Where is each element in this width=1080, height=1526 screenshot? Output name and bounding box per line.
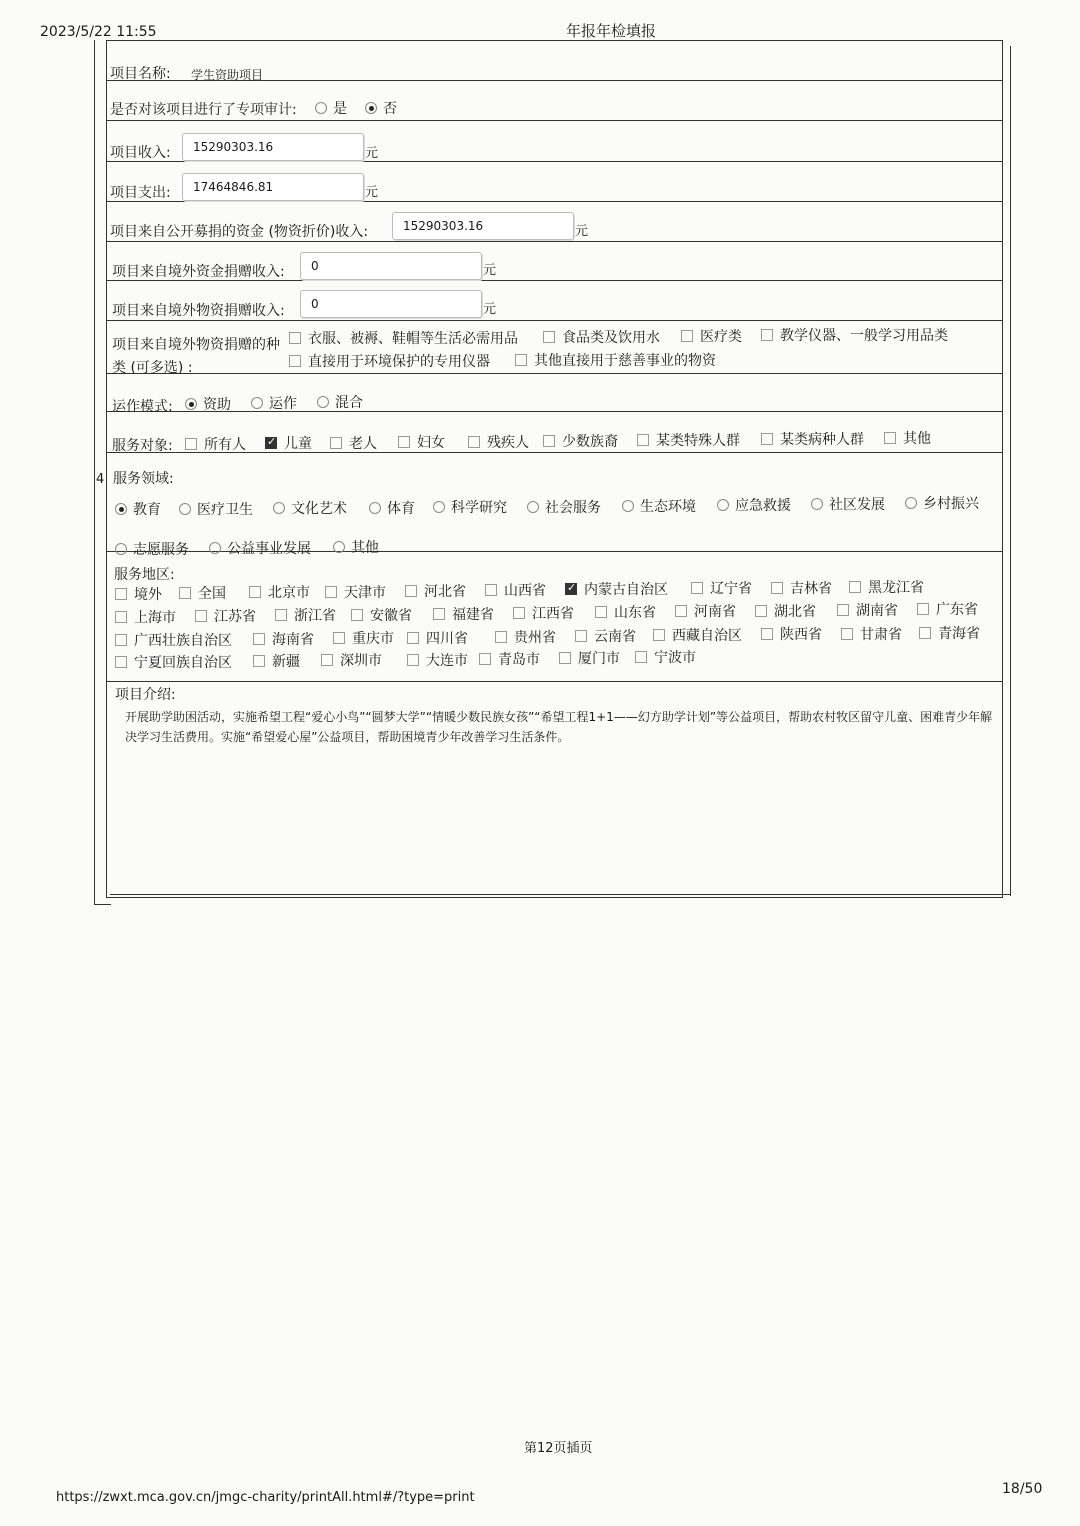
checkbox-icon [837,604,849,616]
radio-icon [527,501,539,513]
checkbox-icon [917,603,929,615]
checkbox-icon [635,651,647,663]
checkbox-icon [761,329,773,341]
target-option[interactable]: 少数族裔 [543,431,618,451]
foreign-fund-label: 项目来自境外资金捐赠收入: [112,264,285,280]
radio-icon [811,498,823,510]
print-datetime: 2023/5/22 11:55 [40,24,157,40]
checkbox-icon [330,437,342,449]
field-option[interactable]: 应急救援 [717,495,791,515]
field-option[interactable]: 社区发展 [811,494,885,514]
radio-icon [622,500,634,512]
checkbox-icon [195,610,207,622]
field-option[interactable]: 教育 [115,499,161,519]
region-option[interactable]: 湖南省 [837,600,898,620]
row-service-fields [107,453,1002,558]
row-audit [107,81,1002,121]
goods-type-option[interactable]: 直接用于环境保护的专用仪器 [289,351,490,371]
target-option[interactable]: 某类特殊人群 [637,430,740,450]
insert-page-label: 第12页插页 [524,1441,593,1456]
region-option[interactable]: 安徽省 [351,605,412,625]
foreign-goods-unit: 元 [483,302,497,317]
row-expense [107,162,1002,202]
checkbox-icon [179,587,191,599]
checkbox-icon [468,436,480,448]
checkbox-icon [407,632,419,644]
target-option[interactable]: 老人 [330,433,377,453]
region-option[interactable]: 贵州省 [495,627,556,647]
checkbox-icon [771,582,783,594]
mode-option-fund[interactable]: 资助 [185,394,231,414]
checkbox-icon [115,656,127,668]
checkbox-icon [761,628,773,640]
checkbox-icon [884,432,896,444]
public-fund-unit: 元 [575,224,589,239]
checkbox-icon [513,607,525,619]
checkbox-icon [675,605,687,617]
checkbox-icon [289,355,301,367]
field-option[interactable]: 医疗卫生 [179,499,253,519]
row-project-name [107,41,1002,81]
region-option[interactable]: 宁夏回族自治区 [115,652,232,672]
page-title: 年报年检填报 [566,22,657,40]
audit-label: 是否对该项目进行了专项审计: [110,102,297,118]
checkbox-icon [265,437,277,449]
region-option[interactable]: 辽宁省 [691,578,752,598]
checkbox-icon [841,628,853,640]
row-number: 4 [96,472,105,487]
checkbox-icon [761,433,773,445]
checkbox-icon [637,434,649,446]
checkbox-icon [115,588,127,600]
radio-icon [315,102,327,114]
target-option[interactable]: 某类病种人群 [761,429,864,449]
checkbox-icon [691,582,703,594]
region-option[interactable]: 境外 [115,584,162,604]
region-option[interactable]: 新疆 [253,651,300,671]
project-name-label: 项目名称: [110,66,171,82]
region-option[interactable]: 深圳市 [321,650,382,670]
row-service-targets [107,412,1002,453]
row-operation-mode [107,374,1002,415]
target-option[interactable]: ✓ 儿童 [265,433,312,453]
radio-icon [185,398,197,410]
checkbox-icon [351,609,363,621]
checkbox-icon [515,354,527,366]
row-foreign-goods [107,281,1002,321]
mode-option-operate[interactable]: 运作 [251,393,297,413]
checkbox-icon [253,633,265,645]
field-option[interactable]: 公益事业发展 [209,538,311,558]
radio-icon [433,501,445,513]
checkbox-icon [653,629,665,641]
goods-type-option[interactable]: 衣服、被褥、鞋帽等生活必需用品 [289,328,518,348]
field-option[interactable]: 体育 [369,498,415,518]
checkbox-icon [755,605,767,617]
checkbox-icon [565,583,577,595]
page-counter: 18/50 [1002,1481,1043,1497]
radio-icon [317,396,329,408]
page-url: https://zwxt.mca.gov.cn/jmgc-charity/printAll.html#/?type=print [56,1490,475,1505]
checkbox-icon [495,631,507,643]
row-goods-types [107,321,1002,374]
field-label: 服务领域: [113,471,174,487]
radio-icon [365,102,377,114]
region-option[interactable]: 北京市 [249,582,310,602]
checkbox-icon [543,435,555,447]
region-option[interactable]: 陕西省 [761,624,822,644]
checkbox-icon [407,654,419,666]
project-name-value: 学生资助项目 [191,68,264,82]
checkbox-icon [115,634,127,646]
foreign-fund-unit: 元 [483,263,497,278]
field-option[interactable]: 其他 [333,537,379,557]
region-option[interactable]: 黑龙江省 [849,577,924,597]
row-service-regions [107,552,1002,682]
region-option[interactable]: 山东省 [595,602,656,622]
region-option[interactable]: 湖北省 [755,601,816,621]
public-fund-label: 项目来自公开募捐的资金 (物资折价)收入: [110,224,369,240]
income-label: 项目收入: [110,145,171,161]
checkbox-icon [275,609,287,621]
checkbox-icon [479,653,491,665]
income-unit: 元 [365,146,379,161]
checkbox-icon [398,436,410,448]
audit-option-yes[interactable]: 是 [315,98,347,118]
checkbox-icon [185,438,197,450]
region-option[interactable]: 甘肃省 [841,624,902,644]
region-option[interactable]: 江苏省 [195,606,256,626]
region-option[interactable]: 江西省 [513,603,574,623]
region-option[interactable]: 大连市 [407,650,468,670]
region-option[interactable]: 河北省 [405,581,466,601]
region-option[interactable]: 上海市 [115,607,176,627]
foreign-goods-field[interactable]: 0 [300,290,482,318]
region-option[interactable]: 广东省 [917,599,978,619]
region-option[interactable]: ✓ 内蒙古自治区 [565,579,668,599]
region-option[interactable]: 广西壮族自治区 [115,630,232,650]
region-option[interactable]: 厦门市 [559,648,620,668]
region-option[interactable]: 吉林省 [771,578,832,598]
goods-type-option[interactable]: 医疗类 [681,326,742,346]
radio-icon [273,502,285,514]
checkbox-icon [849,581,861,593]
checkbox-icon [325,586,337,598]
checkbox-icon [595,606,607,618]
region-option[interactable]: 重庆市 [333,628,394,648]
intro-label: 项目介绍: [115,687,176,703]
target-option[interactable]: 所有人 [185,434,246,454]
public-fund-field[interactable]: 15290303.16 [392,212,574,240]
mode-label: 运作模式: [112,399,173,415]
checkbox-icon [405,585,417,597]
target-option[interactable]: 残疾人 [468,432,529,452]
goods-type-label-2: 类 (可多选) : [112,360,193,376]
radio-icon [369,502,381,514]
region-option[interactable]: 青海省 [919,623,980,643]
region-option[interactable]: 全国 [179,583,226,603]
region-label: 服务地区: [114,567,175,583]
region-option[interactable]: 青岛市 [479,649,540,669]
region-option[interactable]: 浙江省 [275,605,336,625]
target-option[interactable]: 妇女 [398,432,445,452]
radio-icon [251,397,263,409]
checkbox-icon [253,655,265,667]
project-form [106,40,1003,898]
checkbox-icon [575,630,587,642]
checkbox-icon [289,332,301,344]
field-option[interactable]: 文化艺术 [273,498,347,518]
checkbox-icon [433,608,445,620]
field-option[interactable]: 社会服务 [527,497,601,517]
row-public-fund [107,202,1002,242]
checkbox-icon [543,331,555,343]
radio-icon [115,503,127,515]
goods-type-label: 项目来自境外物资捐赠的种 [112,337,280,353]
region-option[interactable]: 宁波市 [635,647,696,667]
goods-type-option[interactable]: 教学仪器、一般学习用品类 [761,325,948,345]
expense-unit: 元 [365,185,379,200]
region-option[interactable]: 河南省 [675,601,736,621]
expense-label: 项目支出: [110,185,171,201]
row-foreign-fund [107,242,1002,281]
goods-type-option[interactable]: 食品类及饮用水 [543,327,660,347]
target-option[interactable]: 其他 [884,428,931,448]
goods-type-option[interactable]: 其他直接用于慈善事业的物资 [515,350,716,370]
region-option[interactable]: 山西省 [485,580,546,600]
row-income [107,121,1002,162]
foreign-goods-label: 项目来自境外物资捐赠收入: [112,303,285,319]
region-option[interactable]: 福建省 [433,604,494,624]
field-option[interactable]: 志愿服务 [115,539,189,559]
checkbox-icon [115,611,127,623]
mode-option-mixed[interactable]: 混合 [317,392,363,412]
checkbox-icon [333,632,345,644]
field-option[interactable]: 生态环境 [622,496,696,516]
radio-icon [905,497,917,509]
region-option[interactable]: 天津市 [325,582,386,602]
field-option[interactable]: 乡村振兴 [905,493,979,513]
region-option[interactable]: 海南省 [253,629,314,649]
target-label: 服务对象: [112,438,173,454]
checkbox-icon [559,652,571,664]
income-field[interactable]: 15290303.16 [182,133,364,161]
checkbox-icon [919,627,931,639]
checkbox-icon [321,654,333,666]
foreign-fund-field[interactable]: 0 [300,252,482,280]
intro-text: 开展助学助困活动，实施希望工程“爱心小鸟”“圆梦大学”“情暖少数民族女孩”“希望工程1+1——幻方助学计划”等公益项目，帮助农村牧区留守儿童、困难青少年解决学习生活费用。实施“希望爱心屋”公益项目，帮助困境青少年改善学习生活条件。 [125,710,993,744]
radio-icon [179,503,191,515]
radio-icon [717,499,729,511]
region-option[interactable]: 西藏自治区 [653,625,742,645]
checkbox-icon [681,330,693,342]
field-option[interactable]: 科学研究 [433,497,507,517]
checkbox-icon [485,584,497,596]
audit-option-no[interactable]: 否 [365,98,397,118]
region-option[interactable]: 四川省 [407,628,468,648]
checkbox-icon [249,586,261,598]
expense-field[interactable]: 17464846.81 [182,173,364,201]
region-option[interactable]: 云南省 [575,626,636,646]
